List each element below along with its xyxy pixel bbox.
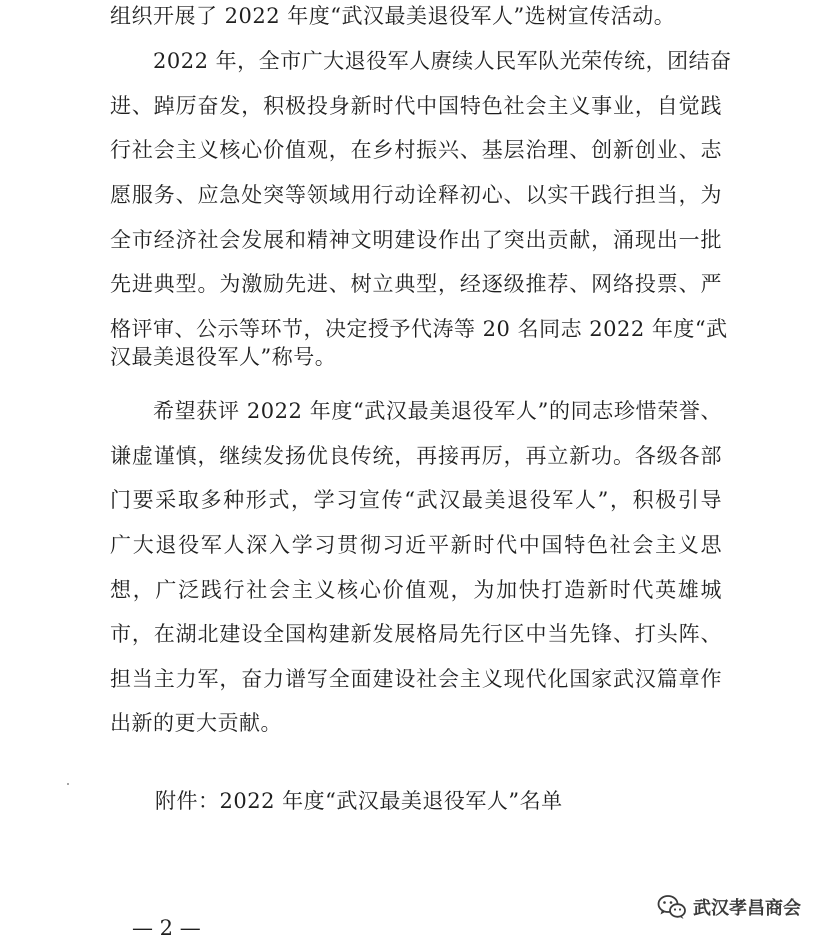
paragraph-line: 谦虚谨慎，继续发扬优良传统，再接再厉，再立新功。各级各部 [110,444,722,468]
paragraph-line: 广大退役军人深入学习贯彻习近平新时代中国特色社会主义思 [110,533,722,557]
paragraph-line: 全市经济社会发展和精神文明建设作出了突出贡献，涌现出一批 [110,228,722,252]
paragraph-line: 出新的更大贡献。 [110,711,282,735]
paragraph-line: 行社会主义核心价值观，在乡村振兴、基层治理、创新创业、志 [110,138,722,162]
scan-speck [67,783,69,785]
paragraph-line: 汉最美退役军人”称号。 [110,345,337,369]
paragraph-line: 愿服务、应急处突等领域用行动诠释初心、以实干践行担当，为 [110,183,722,207]
paragraph-line: 格评审、公示等环节，决定授予代涛等 20 名同志 2022 年度“武 [110,317,728,341]
attachment-line: 附件：2022 年度“武汉最美退役军人”名单 [155,789,563,813]
paragraph-line: 2022 年，全市广大退役军人赓续人民军队光荣传统，团结奋 [153,49,732,73]
watermark-text: 武汉孝昌商会 [693,898,801,919]
paragraph-line: 希望获评 2022 年度“武汉最美退役军人”的同志珍惜荣誉、 [153,399,722,423]
paragraph-line: 先进典型。为激励先进、树立典型，经逐级推荐、网络投票、严 [110,272,722,296]
wechat-watermark [657,894,801,920]
paragraph-line: 门要采取多种形式，学习宣传“武汉最美退役军人”，积极引导 [110,488,722,512]
paragraph-line: 组织开展了 2022 年度“武汉最美退役军人”选树宣传活动。 [110,4,676,28]
paragraph-line: 担当主力军，奋力谱写全面建设社会主义现代化国家武汉篇章作 [110,667,722,691]
paragraph-line: 进、踔厉奋发，积极投身新时代中国特色社会主义事业，自觉践 [110,94,722,118]
page-number: — 2 — [132,916,201,940]
wechat-icon [657,894,687,920]
paragraph-line: 想，广泛践行社会主义核心价值观，为加快打造新时代英雄城 [110,578,722,602]
paragraph-line: 市，在湖北建设全国构建新发展格局先行区中当先锋、打头阵、 [110,622,722,646]
